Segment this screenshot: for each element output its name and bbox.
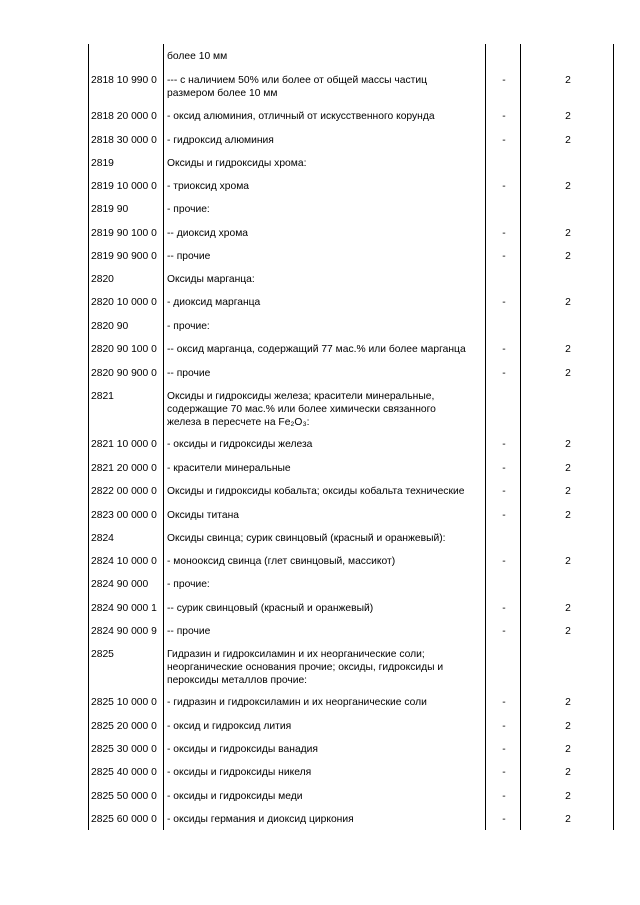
row-code: 2825 [91,649,114,660]
row-description-line: более 10 мм [167,51,228,62]
row-description [167,462,485,475]
row-rate: 2 [565,486,571,497]
row-description [167,720,485,733]
row-description [167,578,485,591]
row-description-line: Оксиды и гидроксиды хрома: [167,158,307,169]
row-code: 2825 50 000 0 [91,791,157,802]
row-description-line: - гидроксид алюминия [167,135,274,146]
row-unit: - [502,486,506,497]
row-rate: 2 [565,510,571,521]
row-description [167,438,485,451]
row-code: 2825 20 000 0 [91,721,157,732]
row-rate: 2 [565,744,571,755]
row-code: 2819 90 [91,204,129,215]
row-code: 2823 00 000 0 [91,510,157,521]
row-description-line: Оксиды и гидроксиды железа; красители минеральные, [167,391,435,402]
row-description-line: - оксиды и гидроксиды железа [167,439,313,450]
row-description [167,625,485,638]
row-description [167,110,485,123]
row-description-line: - оксиды германия и диоксид циркония [167,814,354,825]
row-code: 2824 90 000 1 [91,603,157,614]
column-divider-unit [520,44,521,830]
row-rate: 2 [565,697,571,708]
row-rate: 2 [565,439,571,450]
row-description-line: - прочие: [167,204,210,215]
row-description-line: -- прочие [167,251,211,262]
row-unit: - [502,111,506,122]
row-code: 2821 [91,391,114,402]
row-code: 2819 [91,158,114,169]
row-rate: 2 [565,344,571,355]
row-unit: - [502,744,506,755]
row-code: 2820 90 100 0 [91,344,157,355]
row-unit: - [502,721,506,732]
row-unit: - [502,697,506,708]
row-description [167,555,485,568]
row-description [167,696,485,709]
row-description-line: Оксиды свинца; сурик свинцовый (красный и оранжевый): [167,533,446,544]
row-description-line: - оксиды и гидроксиды ванадия [167,744,319,755]
row-unit: - [502,463,506,474]
row-description [167,180,485,193]
row-description-line: -- диоксид хрома [167,228,249,239]
row-description [167,157,485,170]
row-rate: 2 [565,228,571,239]
row-code: 2822 00 000 0 [91,486,157,497]
row-description-line: железа в пересчете на Fe₂O₃: [167,417,310,428]
row-description-line: - диоксид марганца [167,297,261,308]
row-rate: 2 [565,135,571,146]
row-description-line: - триоксид хрома [167,181,250,192]
row-unit: - [502,791,506,802]
row-description-line: - оксиды и гидроксиды меди [167,791,303,802]
row-unit: - [502,556,506,567]
row-rate: 2 [565,791,571,802]
row-rate: 2 [565,603,571,614]
table-border-right [613,44,614,830]
row-description-line: Оксиды марганца: [167,274,255,285]
row-rate: 2 [565,251,571,262]
row-code: 2820 90 900 0 [91,368,157,379]
row-code: 2820 [91,274,114,285]
row-description [167,509,485,522]
row-description-line: неорганические основания прочие; оксиды, гидроксиды и [167,662,444,673]
column-divider-code [163,44,164,830]
row-unit: - [502,510,506,521]
row-description-line: -- сурик свинцовый (красный и оранжевый) [167,603,374,614]
row-code: 2825 30 000 0 [91,744,157,755]
row-unit: - [502,75,506,86]
row-description [167,343,485,356]
row-description-line: -- прочие [167,626,211,637]
row-rate: 2 [565,767,571,778]
row-description-line: --- с наличием 50% или более от общей массы частиц [167,75,428,86]
row-rate: 2 [565,111,571,122]
row-description-line: - красители минеральные [167,463,291,474]
row-description [167,390,485,429]
row-rate: 2 [565,814,571,825]
row-unit: - [502,251,506,262]
row-description [167,74,485,100]
row-code: 2824 90 000 9 [91,626,157,637]
row-rate: 2 [565,75,571,86]
row-description [167,227,485,240]
row-code: 2818 20 000 0 [91,111,157,122]
row-description-line: - прочие: [167,579,210,590]
row-unit: - [502,135,506,146]
row-rate: 2 [565,626,571,637]
row-description [167,134,485,147]
row-unit: - [502,297,506,308]
row-code: 2824 90 000 [91,579,149,590]
row-rate: 2 [565,297,571,308]
row-description [167,766,485,779]
row-code: 2821 20 000 0 [91,463,157,474]
row-description-line: - оксид и гидроксид лития [167,721,292,732]
row-description-line: - гидразин и гидроксиламин и их неорганические соли [167,697,427,708]
row-description-line: - оксиды и гидроксиды никеля [167,767,312,778]
row-description [167,367,485,380]
row-unit: - [502,439,506,450]
row-description [167,602,485,615]
row-description [167,790,485,803]
row-rate: 2 [565,181,571,192]
row-description [167,203,485,216]
row-description [167,320,485,333]
row-code: 2825 60 000 0 [91,814,157,825]
table-border-left [88,44,89,830]
row-description-line: -- прочие [167,368,211,379]
row-rate: 2 [565,463,571,474]
row-description [167,273,485,286]
row-unit: - [502,368,506,379]
row-code: 2820 10 000 0 [91,297,157,308]
row-code: 2824 [91,533,114,544]
row-unit: - [502,603,506,614]
row-code: 2818 10 990 0 [91,75,157,86]
row-unit: - [502,344,506,355]
row-description-line: размером более 10 мм [167,88,278,99]
row-description [167,485,485,498]
row-description-line: -- оксид марганца, содержащий 77 мас.% или более марганца [167,344,466,355]
row-description [167,743,485,756]
row-rate: 2 [565,556,571,567]
row-description-line: - монооксид свинца (глет свинцовый, массикот) [167,556,396,567]
row-description-line: - оксид алюминия, отличный от искусственного корунда [167,111,435,122]
row-code: 2819 10 000 0 [91,181,157,192]
row-description [167,648,485,687]
row-code: 2819 90 900 0 [91,251,157,262]
row-unit: - [502,767,506,778]
row-rate: 2 [565,721,571,732]
row-description-line: пероксиды металлов прочие: [167,675,308,686]
row-description-line: Гидразин и гидроксиламин и их неорганические соли; [167,649,425,660]
row-description-line: Оксиды титана [167,510,240,521]
row-description [167,296,485,309]
row-code: 2821 10 000 0 [91,439,157,450]
row-description-line: содержащие 70 мас.% или более химически связанного [167,404,436,415]
row-rate: 2 [565,368,571,379]
row-code: 2824 10 000 0 [91,556,157,567]
row-code: 2820 90 [91,321,129,332]
column-divider-description [485,44,486,830]
row-unit: - [502,181,506,192]
row-code: 2818 30 000 0 [91,135,157,146]
row-unit: - [502,814,506,825]
row-description-line: - прочие: [167,321,210,332]
row-unit: - [502,626,506,637]
row-code: 2825 40 000 0 [91,767,157,778]
row-unit: - [502,228,506,239]
row-code: 2825 10 000 0 [91,697,157,708]
row-description [167,250,485,263]
row-description-line: Оксиды и гидроксиды кобальта; оксиды кобальта технические [167,486,465,497]
row-description [167,50,485,63]
row-description [167,813,485,826]
row-description [167,532,485,545]
row-code: 2819 90 100 0 [91,228,157,239]
